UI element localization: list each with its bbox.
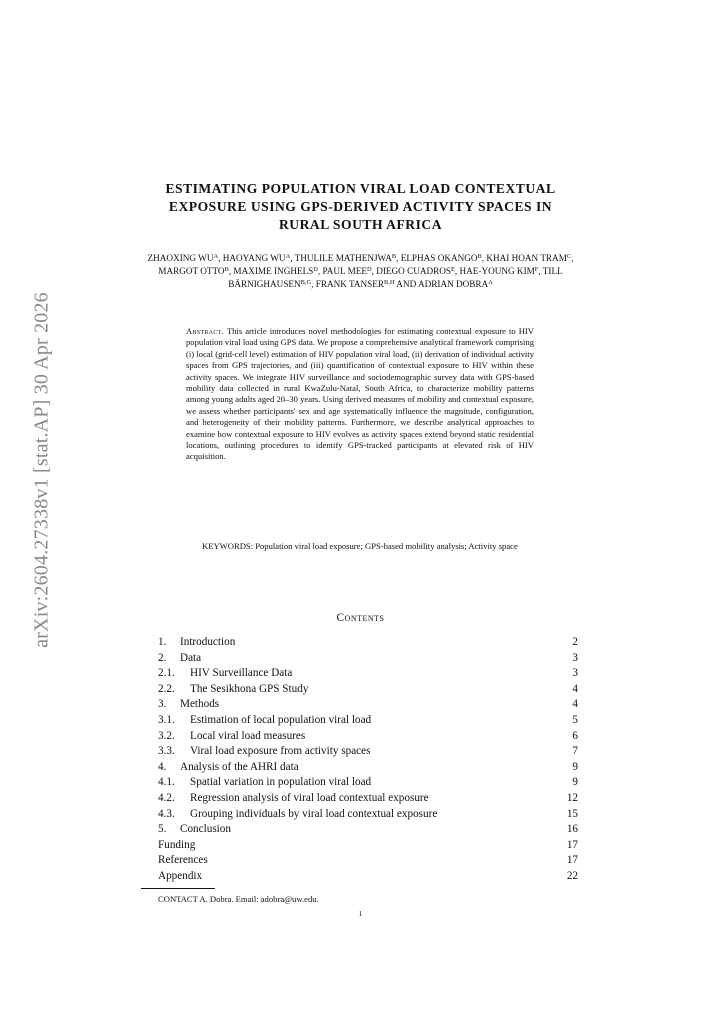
author-affiliation: D xyxy=(367,266,372,273)
author-name: HAOYANG WU xyxy=(222,253,286,263)
toc-page-number: 4 xyxy=(572,698,578,711)
keywords-text: KEYWORDS: Population viral load exposure; GPS-based mobility analysis; Activity space xyxy=(202,541,518,551)
author-name: PAUL MEE xyxy=(322,266,368,276)
toc-section-title: References xyxy=(158,854,208,867)
toc-entry[interactable] xyxy=(158,635,578,651)
toc-page-number: 2 xyxy=(572,636,578,648)
toc-entry[interactable] xyxy=(158,822,578,838)
toc-section-title: Spatial variation in population viral load xyxy=(190,776,372,789)
author-affiliation: A xyxy=(488,279,493,286)
author-affiliation: F xyxy=(534,266,539,273)
toc-section-title: Funding xyxy=(158,838,196,851)
toc-section-title: Introduction xyxy=(180,636,236,648)
author-separator: , xyxy=(571,253,574,263)
toc-page-number: 12 xyxy=(566,791,578,804)
toc-entry[interactable] xyxy=(158,744,578,760)
arxiv-identifier-stamp: arXiv:2604.27338v1 [stat.AP] 30 Apr 2026 xyxy=(30,292,53,648)
title-line: RURAL SOUTH AFRICA xyxy=(278,217,443,232)
toc-section-number: 3.2. xyxy=(158,729,175,742)
author-separator: , xyxy=(317,266,323,276)
paper-title xyxy=(140,180,581,234)
author-name: MARGOT OTTO xyxy=(158,266,225,276)
toc-entry[interactable] xyxy=(158,713,578,729)
author-name: FRANK TANSER xyxy=(315,279,385,289)
toc-section-title: Viral load exposure from activity spaces xyxy=(190,745,371,758)
toc-section-title: Data xyxy=(180,651,202,664)
author-list xyxy=(130,252,591,291)
author-name: DIEGO CUADROS xyxy=(376,266,452,276)
author-name: TILL BÄRNIGHAUSEN xyxy=(228,266,563,289)
toc-section-title: Regression analysis of viral load contextual exposure xyxy=(190,791,429,804)
author-separator: , xyxy=(371,266,377,276)
toc-page-number: 3 xyxy=(572,667,578,680)
author-name: ELPHAS OKANGO xyxy=(400,253,478,263)
toc-entry[interactable] xyxy=(158,651,578,667)
author-separator: , xyxy=(481,253,487,263)
toc-entry[interactable] xyxy=(158,666,578,682)
toc-page-number: 7 xyxy=(572,745,578,758)
author-affiliation: D xyxy=(313,266,318,273)
toc-section-number: 5. xyxy=(158,823,167,836)
author-separator: , xyxy=(311,279,316,289)
toc-entry[interactable] xyxy=(158,775,578,791)
toc-section-number: 4.2. xyxy=(158,791,175,804)
toc-section-number: 4. xyxy=(158,760,167,773)
author-separator: , xyxy=(290,253,295,263)
toc-entry[interactable] xyxy=(158,838,578,854)
toc-page-number: 3 xyxy=(572,651,578,664)
page-number: 1 xyxy=(358,909,363,918)
toc-section-number: 3.3. xyxy=(158,745,175,758)
toc-page-number: 17 xyxy=(566,854,578,867)
author-name: HAE-YOUNG KIM xyxy=(459,266,535,276)
toc-section-number: 2.1. xyxy=(158,667,175,680)
abstract xyxy=(186,326,534,463)
footnote-divider xyxy=(141,888,215,889)
table-of-contents xyxy=(158,635,578,885)
abstract-text: This article introduces novel methodologies for estimating contextual exposure to HIV population viral load using GPS data. We propose a comprehensive analytical framework comprising (i) local (grid-cell level) estimation of HIV population viral load, (ii) derivation of individual activity spaces from GPS trajectories, and (iii) quantification of contextual exposure to HIV within these activity spaces. We integrate HIV surveillance and sociodemographic survey data with GPS-based mobility data collected in rural KwaZulu-Natal, South Africa, to characterize mobility patterns among young adults aged 20–30 years. Using derived measures of mobility and contextual exposure, we assess whether participants' sex and age systematically influence the magnitude, configuration, and heterogeneity of their mobility patterns. Furthermore, we describe analytical approaches to examine how contextual exposure to HIV evolves as activity spaces extend beyond static residential locations, outlining procedures to identify GPS-tracked participants at elevated risk of HIV acquisition. xyxy=(186,326,534,462)
author-name: THULILE MATHENJWA xyxy=(294,253,392,263)
toc-page-number: 9 xyxy=(572,760,578,773)
toc-page-number: 9 xyxy=(572,776,578,789)
toc-section-number: 4.1. xyxy=(158,776,175,789)
toc-section-number: 3. xyxy=(158,698,167,711)
toc-page-number: 5 xyxy=(572,713,578,726)
toc-page-number: 15 xyxy=(566,807,578,820)
toc-section-number: 2. xyxy=(158,651,167,664)
toc-entry[interactable] xyxy=(158,760,578,776)
author-affiliation: B,G xyxy=(300,279,312,286)
author-affiliation: A xyxy=(213,253,219,260)
author-affiliation: A xyxy=(285,253,291,260)
toc-page-number: 17 xyxy=(566,838,578,851)
toc-entry[interactable] xyxy=(158,682,578,698)
author-affiliation: E xyxy=(451,266,455,273)
author-separator: AND xyxy=(394,279,418,289)
title-line: ESTIMATING POPULATION VIRAL LOAD CONTEXTUAL xyxy=(165,181,556,196)
toc-page-number: 16 xyxy=(566,823,578,836)
toc-section-number: 2.2. xyxy=(158,682,175,695)
toc-section-title: Appendix xyxy=(158,869,203,882)
author-separator: , xyxy=(538,266,543,276)
author-separator: , xyxy=(454,266,460,276)
author-separator: , xyxy=(396,253,401,263)
author-name: MAXIME INGHELS xyxy=(233,266,314,276)
toc-section-title: Local viral load measures xyxy=(190,729,306,742)
author-name: ZHAOXING WU xyxy=(147,253,214,263)
toc-section-title: Methods xyxy=(180,698,220,711)
toc-entry[interactable] xyxy=(158,807,578,823)
toc-page-number: 4 xyxy=(572,682,578,695)
author-name: KHAI HOAN TRAM xyxy=(486,253,567,263)
contact-footnote: CONTACT A. Dobra. Email: adobra@uw.edu. xyxy=(158,894,319,904)
toc-section-title: The Sesikhona GPS Study xyxy=(190,682,309,695)
author-separator: , xyxy=(228,266,234,276)
abstract-label: Abstract. xyxy=(186,326,225,336)
toc-section-title: Estimation of local population viral load xyxy=(190,713,372,726)
toc-entry[interactable] xyxy=(158,729,578,745)
author-affiliation: B xyxy=(477,253,482,260)
toc-section-title: Analysis of the AHRI data xyxy=(180,760,299,773)
toc-page-number: 6 xyxy=(572,729,578,742)
toc-entry[interactable] xyxy=(158,853,578,869)
toc-entry[interactable] xyxy=(158,791,578,807)
contents-heading: Contents xyxy=(336,612,385,624)
author-affiliation: C xyxy=(566,253,572,260)
toc-section-number: 1. xyxy=(158,636,167,648)
toc-section-title: HIV Surveillance Data xyxy=(190,667,293,680)
toc-entry[interactable] xyxy=(158,869,578,885)
author-affiliation: B,H xyxy=(384,279,395,286)
keywords xyxy=(186,541,534,552)
toc-page-number: 22 xyxy=(566,869,578,882)
title-line: EXPOSURE USING GPS-DERIVED ACTIVITY SPACES IN xyxy=(168,199,553,214)
toc-section-number: 3.1. xyxy=(158,713,175,726)
toc-section-number: 4.3. xyxy=(158,807,175,820)
author-name: ADRIAN DOBRA xyxy=(418,279,489,289)
toc-entry[interactable] xyxy=(158,697,578,713)
toc-section-title: Conclusion xyxy=(180,823,231,836)
author-affiliation: B xyxy=(391,253,397,260)
toc-section-title: Grouping individuals by viral load contextual exposure xyxy=(190,807,438,820)
author-separator: , xyxy=(218,253,223,263)
author-affiliation: B xyxy=(224,266,229,273)
